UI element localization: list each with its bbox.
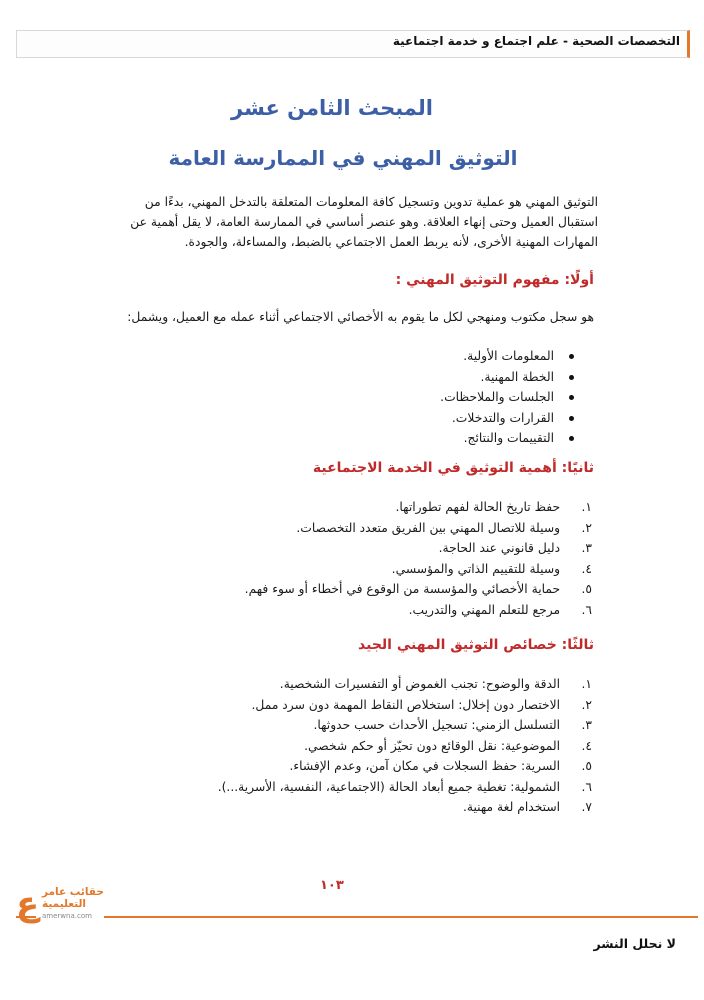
- characteristics-numbered-list: [218, 674, 592, 818]
- item-number: ٤.: [581, 561, 592, 576]
- section-heading-concept: أولًا: مفهوم التوثيق المهني :: [395, 272, 594, 288]
- list-item-text: وسيلة للتقييم الذاتي والمؤسسي.: [391, 561, 561, 576]
- list-item-text: استخدام لغة مهنية.: [462, 800, 561, 814]
- list-item-text: دليل قانوني عند الحاجة.: [438, 541, 561, 555]
- list-item: [440, 367, 574, 388]
- intro-line: المهارات المهنية الأخرى، لأنه يربط العمل الاجتماعي بالضبط، والمساءلة، والجودة.: [184, 235, 598, 249]
- concept-bullet-list: [440, 346, 574, 449]
- list-item-text: وسيلة للاتصال المهني بين الفريق متعدد التخصصات.: [296, 520, 561, 535]
- chapter-subtitle: التوثيق المهني في الممارسة العامة: [168, 146, 518, 170]
- list-item: [245, 518, 592, 539]
- list-item: [218, 736, 592, 757]
- publisher-logo: [16, 884, 104, 930]
- logo-url: amerwna.com: [42, 912, 92, 920]
- item-number: ٢.: [581, 520, 592, 535]
- bullet-icon: [569, 395, 574, 400]
- list-item-text: الشمولية: تغطية جميع أبعاد الحالة (الاجتماعية، النفسية، الأسرية...).: [217, 779, 561, 794]
- list-item: [245, 497, 592, 518]
- list-item: [245, 538, 592, 559]
- item-number: ٦.: [581, 602, 592, 617]
- concept-definition: هو سجل مكتوب ومنهجي لكل ما يقوم به الأخصائي الاجتماعي أثناء عمله مع العميل، ويشمل:: [127, 310, 594, 324]
- header-title: التخصصات الصحية - علم اجتماع و خدمة اجتماعية: [392, 34, 680, 48]
- list-item: [218, 715, 592, 736]
- item-number: ٧.: [581, 800, 592, 814]
- intro-line: التوثيق المهني هو عملية تدوين وتسجيل كافة المعلومات المتعلقة بالتدخل المهني، بدءًا من: [144, 195, 598, 209]
- bullet-icon: [569, 416, 574, 421]
- list-item-text: الاختصار دون إخلال: استخلاص النقاط المهمة دون سرد ممل.: [251, 697, 561, 712]
- item-number: ٥.: [581, 582, 592, 596]
- item-number: ١.: [581, 677, 592, 691]
- list-item: [440, 428, 574, 449]
- item-number: ٦.: [581, 779, 592, 794]
- list-item-text: الخطة المهنية.: [480, 369, 554, 384]
- item-number: ٣.: [581, 718, 592, 732]
- list-item-text: الدقة والوضوح: تجنب الغموض أو التفسيرات الشخصية.: [279, 677, 561, 691]
- list-item: [245, 579, 592, 600]
- list-item-text: حماية الأخصائي والمؤسسة من الوقوع في أخطاء أو سوء فهم.: [244, 582, 561, 596]
- list-item: [218, 756, 592, 777]
- item-number: ١.: [581, 500, 592, 514]
- list-item: [245, 600, 592, 621]
- logo-name: حقائب عامر: [42, 886, 104, 898]
- section-heading-importance: ثانيًا: أهمية التوثيق في الخدمة الاجتماعية: [312, 460, 594, 476]
- list-item-text: الجلسات والملاحظات.: [440, 390, 554, 404]
- item-number: ٤.: [581, 738, 592, 753]
- list-item: [218, 674, 592, 695]
- list-item: [218, 695, 592, 716]
- chapter-title: المبحث الثامن عشر: [231, 96, 433, 120]
- logo-subtitle: التعليمية: [42, 898, 87, 910]
- page-number: ١٠٣: [320, 878, 344, 893]
- item-number: ٥.: [581, 759, 592, 773]
- bullet-icon: [569, 436, 574, 441]
- footer-note: لا نحلل النشر: [593, 936, 676, 951]
- intro-line: استقبال العميل وحتى إنهاء العلاقة. وهو عنصر أساسي في الممارسة العامة، لا يقل أهمية عن: [130, 215, 598, 229]
- list-item-text: التقييمات والنتائج.: [463, 431, 554, 445]
- list-item-text: مرجع للتعلم المهني والتدريب.: [408, 602, 561, 617]
- list-item: [245, 559, 592, 580]
- section-heading-characteristics: ثالثًا: خصائص التوثيق المهني الجيد: [358, 637, 594, 653]
- intro-paragraph: [98, 192, 598, 252]
- item-number: ٣.: [581, 541, 592, 555]
- importance-numbered-list: [245, 497, 592, 620]
- list-item: [218, 777, 592, 798]
- list-item-text: السرية: حفظ السجلات في مكان آمن، وعدم الإفشاء.: [289, 759, 561, 773]
- bullet-icon: [569, 354, 574, 359]
- footer-accent-line: [104, 916, 698, 918]
- list-item: [440, 408, 574, 429]
- list-item: [440, 346, 574, 367]
- item-number: ٢.: [581, 697, 592, 712]
- list-item-text: التسلسل الزمني: تسجيل الأحداث حسب حدوثها.: [313, 718, 561, 732]
- list-item-text: الموضوعية: نقل الوقائع دون تحيّز أو حكم شخصي.: [304, 738, 561, 753]
- logo-mark-icon: ع: [16, 884, 40, 924]
- list-item-text: المعلومات الأولية.: [463, 349, 554, 363]
- list-item: [440, 387, 574, 408]
- list-item: [218, 797, 592, 818]
- list-item-text: القرارات والتدخلات.: [451, 410, 554, 425]
- bullet-icon: [569, 375, 574, 380]
- list-item-text: حفظ تاريخ الحالة لفهم تطوراتها.: [395, 500, 561, 514]
